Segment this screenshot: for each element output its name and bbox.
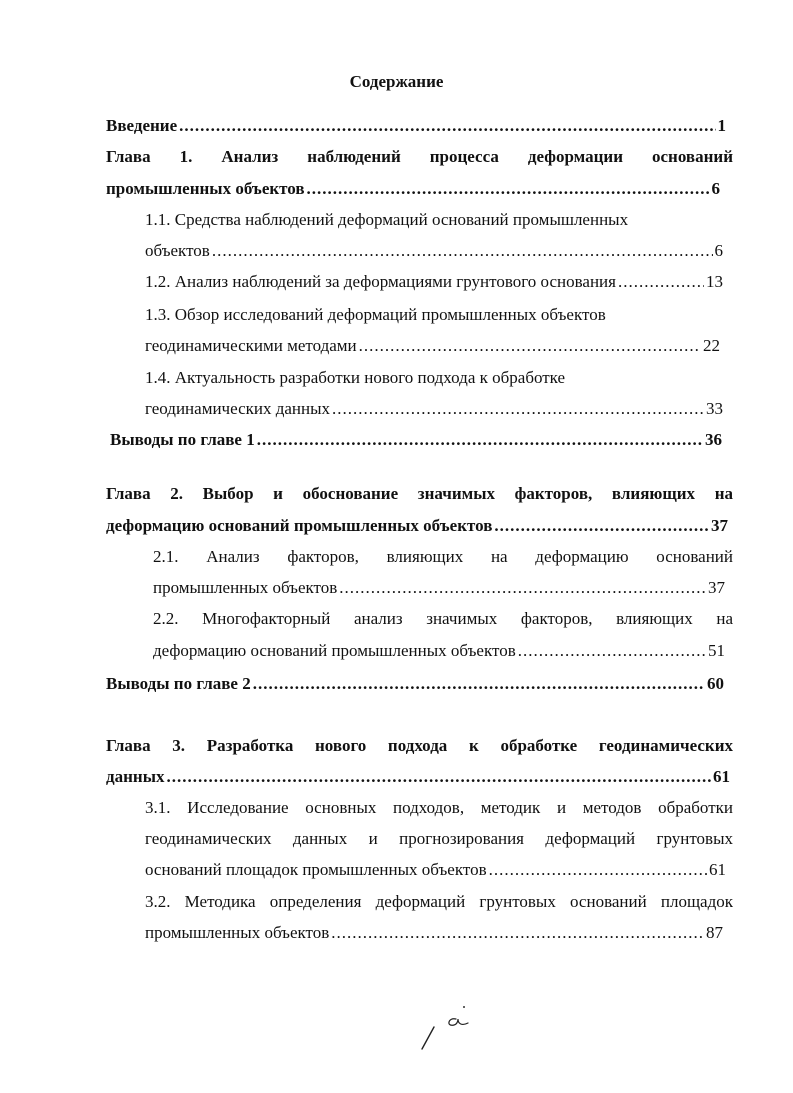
toc-label: геодинамических данных <box>145 399 331 418</box>
toc-label: Выводы по главе 2 <box>106 674 251 693</box>
section-3-2-title: 3.2. Методика определения деформаций грунтовых оснований площадок <box>145 892 733 911</box>
toc-label: деформацию оснований промышленных объектов <box>106 516 493 535</box>
chapter-1-heading: Глава 1. Анализ наблюдений процесса деформации оснований <box>106 147 733 166</box>
toc-page-number: 87 <box>706 923 723 942</box>
toc-entry-section-1-1 <box>145 240 723 262</box>
section-2-1-title: 2.1. Анализ факторов, влияющих на деформацию оснований <box>153 547 733 566</box>
leader-dots <box>253 673 705 695</box>
page-title: Содержание <box>349 72 444 91</box>
toc-entry-section-2-1 <box>153 577 725 599</box>
leader-dots <box>166 766 711 788</box>
leader-dots <box>212 240 713 262</box>
leader-dots <box>331 922 704 944</box>
toc-label: 1.2. Анализ наблюдений за деформациями грунтового основания <box>145 272 616 291</box>
toc-label: промышленных объектов <box>153 578 338 597</box>
toc-entry-conclusions-1 <box>110 429 722 451</box>
leader-dots <box>359 335 701 357</box>
section-1-1-title: 1.1. Средства наблюдений деформаций оснований промышленных <box>145 210 629 229</box>
toc-page-number: 1 <box>717 116 726 135</box>
section-1-3-title: 1.3. Обзор исследований деформаций промышленных объектов <box>145 305 606 324</box>
section-2-2-title: 2.2. Многофакторный анализ значимых факторов, влияющих на <box>153 609 733 628</box>
toc-entry-section-3-1 <box>145 859 726 881</box>
leader-dots <box>339 577 706 599</box>
toc-page-number: 61 <box>709 860 726 879</box>
leader-dots <box>494 515 709 537</box>
leader-dots <box>489 859 707 881</box>
toc-label: объектов <box>145 241 210 260</box>
toc-page-number: 6 <box>714 241 723 260</box>
toc-entry-section-2-2 <box>153 640 725 662</box>
toc-label: геодинамическими методами <box>145 336 357 355</box>
toc-page-number: 22 <box>703 336 720 355</box>
toc-label: промышленных объектов <box>106 179 305 198</box>
toc-page-number: 51 <box>708 641 725 660</box>
toc-page-number: 33 <box>706 399 723 418</box>
toc-label: оснований площадок промышленных объектов <box>145 860 487 879</box>
section-3-1-title-line-2: геодинамических данных и прогнозирования деформаций грунтовых <box>145 829 733 848</box>
chapter-3-heading: Глава 3. Разработка нового подхода к обработке геодинамических <box>106 736 733 755</box>
toc-page-number: 61 <box>713 767 730 786</box>
toc-page-number: 6 <box>711 179 720 198</box>
toc-page-number: 60 <box>707 674 724 693</box>
toc-page-number: 37 <box>711 516 728 535</box>
toc-page-number: 37 <box>708 578 725 597</box>
toc-entry-chapter-2 <box>106 515 728 537</box>
leader-dots <box>332 398 704 420</box>
toc-entry-chapter-1 <box>106 178 720 200</box>
section-1-4-title: 1.4. Актуальность разработки нового подхода к обработке <box>145 368 566 387</box>
toc-entry-chapter-3 <box>106 766 730 788</box>
toc-label: Введение <box>106 116 178 135</box>
leader-dots <box>257 429 703 451</box>
toc-page-number: 13 <box>706 272 723 291</box>
toc-label: данных <box>106 767 165 786</box>
toc-entry-section-1-2 <box>145 271 723 293</box>
leader-dots <box>518 640 706 662</box>
leader-dots <box>618 271 704 293</box>
handwritten-signature <box>412 1005 482 1055</box>
toc-label: промышленных объектов <box>145 923 330 942</box>
toc-entry-section-3-2 <box>145 922 723 944</box>
toc-page-number: 36 <box>705 430 722 449</box>
toc-entry-section-1-3 <box>145 335 720 357</box>
chapter-2-heading: Глава 2. Выбор и обоснование значимых факторов, влияющих на <box>106 484 733 503</box>
toc-entry-section-1-4 <box>145 398 723 420</box>
leader-dots <box>307 178 710 200</box>
toc-entry-introduction <box>106 115 726 137</box>
toc-entry-conclusions-2 <box>106 673 724 695</box>
section-3-1-title-line-1: 3.1. Исследование основных подходов, методик и методов обработки <box>145 798 733 817</box>
leader-dots <box>179 115 715 137</box>
toc-label: деформацию оснований промышленных объектов <box>153 641 516 660</box>
toc-label: Выводы по главе 1 <box>110 430 255 449</box>
